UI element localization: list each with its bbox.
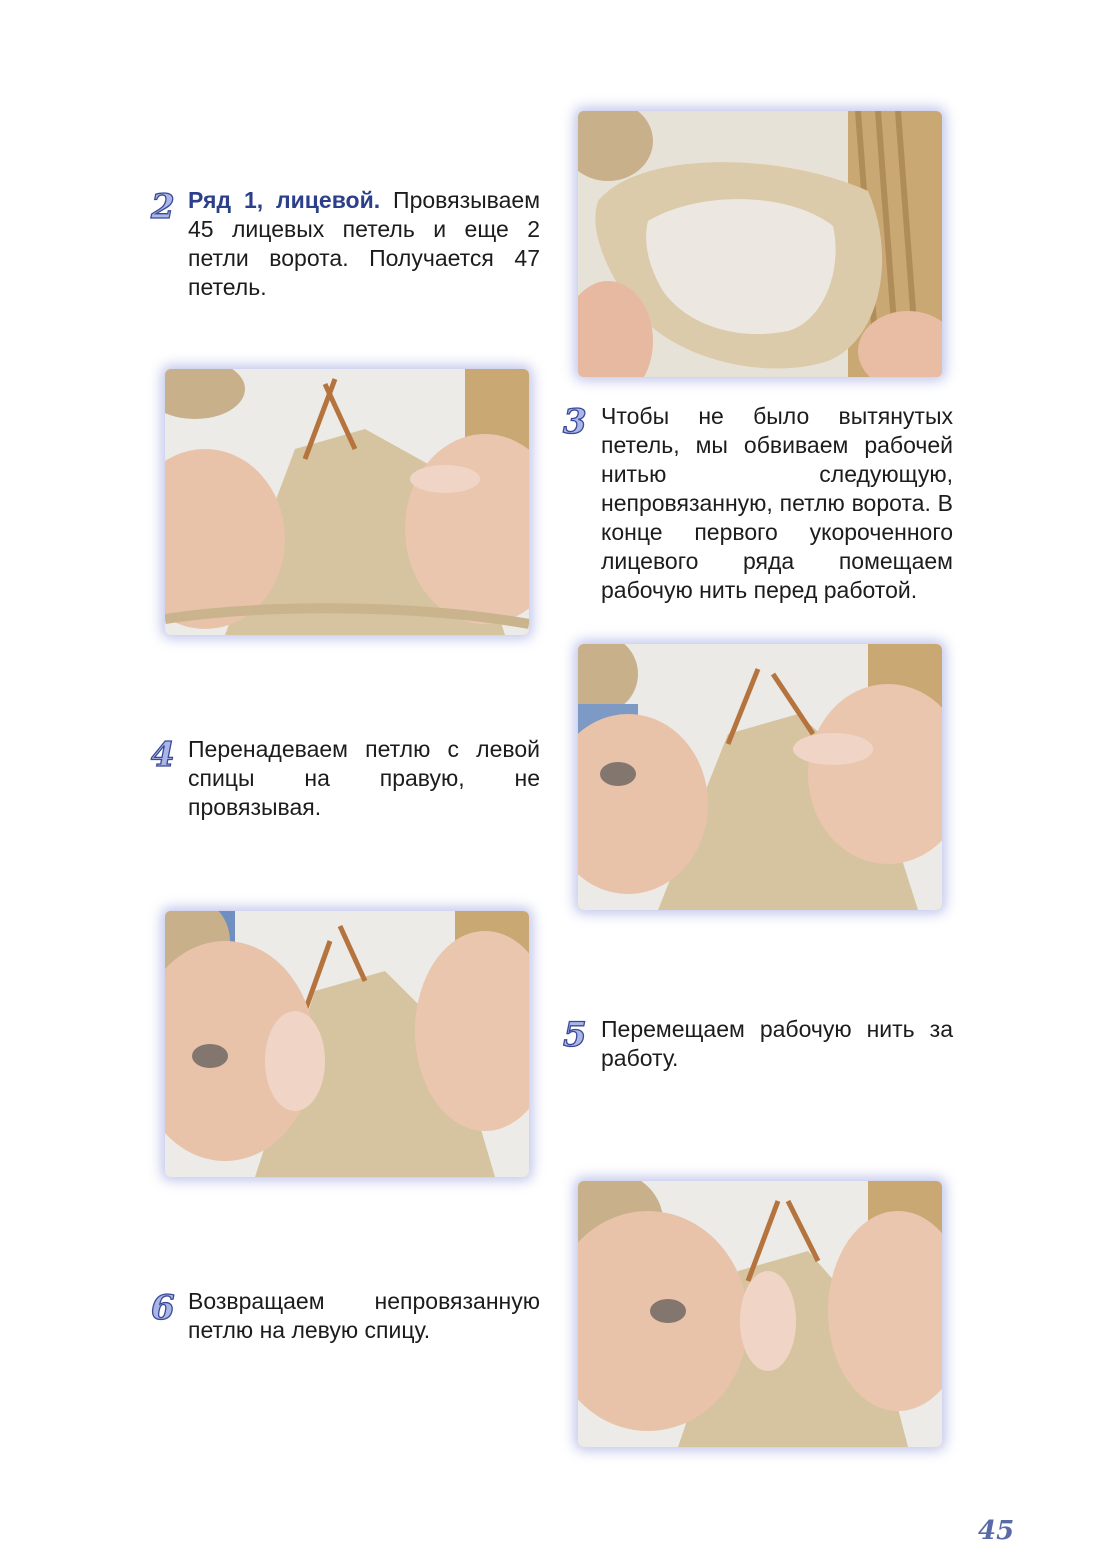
step-number-5: 5 — [563, 1015, 587, 1055]
photo-return-stitch — [578, 1181, 942, 1447]
step-2-heading: Ряд 1, лицевой. — [188, 187, 381, 213]
step-number-3: 3 — [563, 402, 587, 442]
page-number: 45 — [978, 1516, 1015, 1546]
step-number-4: 4 — [151, 735, 175, 775]
photo-knitted-collar-ring — [578, 111, 942, 377]
step-number-6: 6 — [151, 1288, 175, 1328]
step-5-text: Перемещаем рабочую нить за работу. — [601, 1016, 953, 1071]
step-4-text: Перенадеваем петлю с левой спицы на правую, не провязывая. — [188, 736, 540, 820]
photo-yarn-to-back — [165, 911, 529, 1177]
photo-slip-stitch — [578, 644, 942, 910]
step-2-body: Провязываем 45 лицевых петель и еще 2 петли ворота. Получается 47 петель. — [188, 187, 541, 300]
step-6-text: Возвращаем непровязанную петлю на левую спицу. — [188, 1288, 540, 1343]
step-3-text: Чтобы не было вытянутых петель, мы обвиваем рабочей нитью следующую, непровязанную, петлю ворота. В конце первого укороченного лицевого ряда помещаем рабочую нить перед работой. — [601, 403, 953, 603]
step-number-2: 2 — [151, 187, 175, 227]
photo-wrap-stitch — [165, 369, 529, 635]
step-2-text — [188, 186, 540, 302]
